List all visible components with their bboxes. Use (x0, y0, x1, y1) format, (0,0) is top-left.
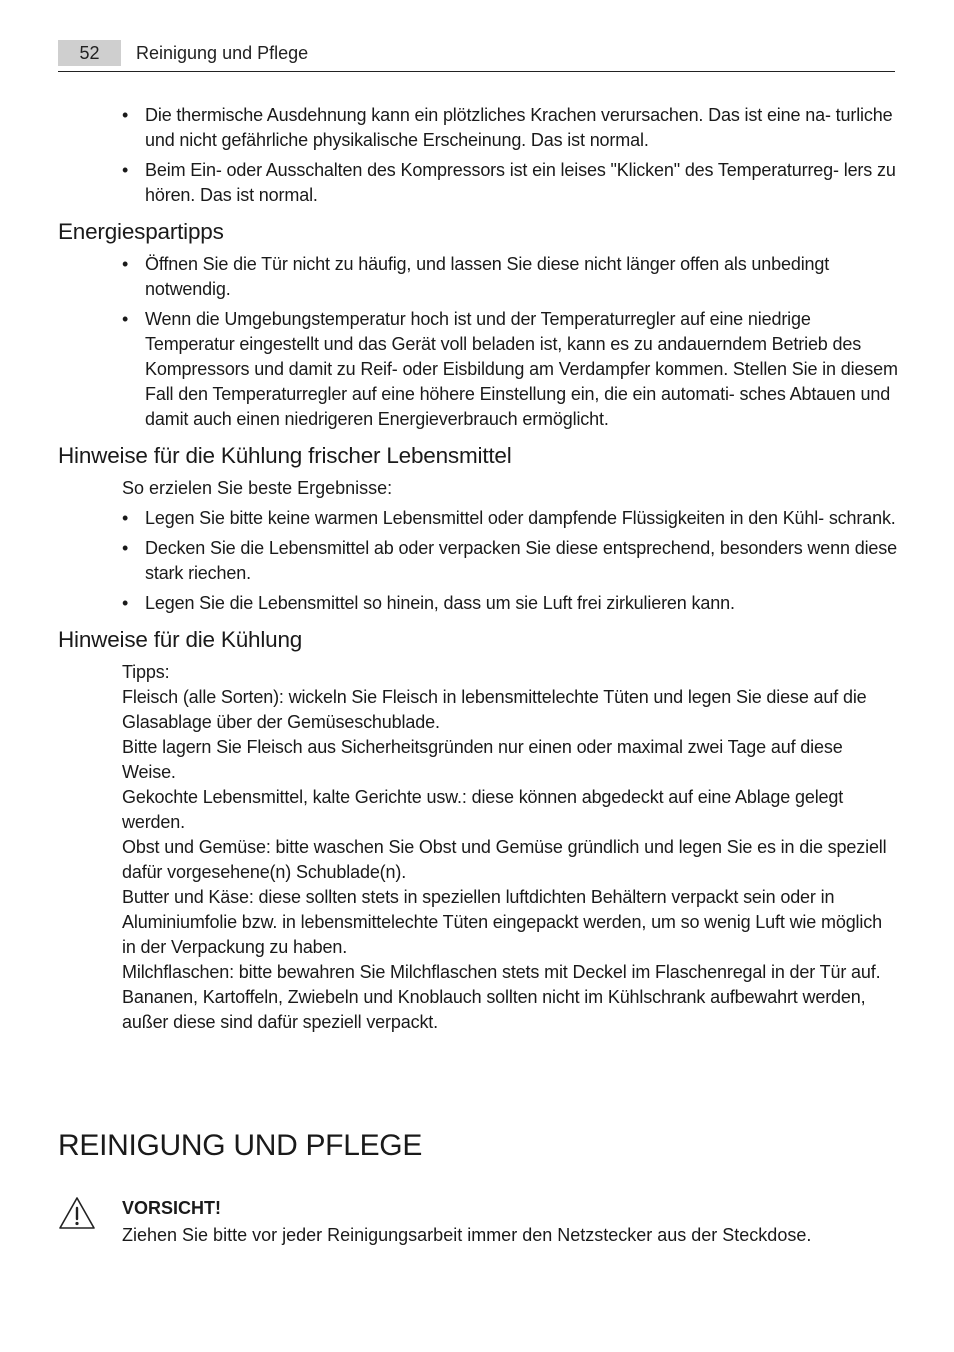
warning-block (58, 1196, 898, 1248)
energy-bullet-list (58, 252, 898, 432)
cooling-tips (122, 660, 898, 1035)
fresh-bullet-list (58, 506, 898, 616)
warning-text: Ziehen Sie bitte vor jeder Reinigungsarbeit immer den Netzstecker aus der Steckdose. (122, 1225, 812, 1245)
bullet-icon: • (122, 309, 129, 329)
fresh-food-heading: Hinweise für die Kühlung frischer Lebensmittel (58, 443, 512, 468)
tip-paragraph: Fleisch (alle Sorten): wickeln Sie Fleisch in lebensmittelechte Tüten und legen Sie diese auf die Glasablage über der Gemüseschublade. (122, 687, 867, 732)
tip-paragraph: Butter und Käse: diese sollten stets in speziellen luftdichten Behältern verpackt sein oder in Aluminiumfolie bzw. in lebensmittelechte Tüten eingepackt werden, um so wenig Luft wie möglich in der Verpackung zu haben. (122, 887, 882, 957)
fresh-intro: So erzielen Sie beste Ergebnisse: (122, 478, 393, 498)
running-section-title: Reinigung und Pflege (136, 43, 309, 63)
tip-paragraph: Bitte lagern Sie Fleisch aus Sicherheitsgründen nur einen oder maximal zwei Tage auf diese Weise. (122, 737, 843, 782)
tip-paragraph: Tipps: (122, 662, 170, 682)
bullet-icon: • (122, 593, 129, 613)
bullet-icon: • (122, 538, 129, 558)
warning-triangle-icon (58, 1196, 96, 1230)
energy-heading: Energiespartipps (58, 219, 224, 244)
list-item: • Öffnen Sie die Tür nicht zu häufig, und lassen Sie diese nicht länger offen als unbedingt notwendig. (122, 254, 830, 299)
bullet-icon: • (122, 105, 129, 125)
top-bullet-list (58, 103, 898, 208)
list-item: • Legen Sie bitte keine warmen Lebensmittel oder dampfende Flüssigkeiten in den Kühl- schrank. (58, 506, 898, 531)
list-item: • Decken Sie die Lebensmittel ab oder verpacken Sie diese entsprechend, besonders wenn diese stark riechen. (122, 538, 897, 583)
list-item: • Die thermische Ausdehnung kann ein plötzliches Krachen verursachen. Das ist eine na- turliche und nicht gefährliche physikalische Erscheinung. Das ist normal. (122, 105, 893, 150)
tip-paragraph: Bananen, Kartoffeln, Zwiebeln und Knoblauch sollten nicht im Kühlschrank aufbewahrt werden, außer diese sind dafür speziell verpackt. (122, 987, 866, 1032)
bullet-icon: • (122, 508, 129, 528)
cooling-heading: Hinweise für die Kühlung (58, 627, 303, 652)
chapter-title: REINIGUNG UND PFLEGE (58, 1129, 423, 1162)
bullet-icon: • (122, 254, 129, 274)
tip-paragraph: Obst und Gemüse: bitte waschen Sie Obst und Gemüse gründlich und legen Sie es in die speziell dafür vorgesehene(n) Schublade(n). (122, 837, 887, 882)
bullet-icon: • (122, 160, 129, 180)
list-item: • Beim Ein- oder Ausschalten des Kompressors ist ein leises "Klicken" des Temperaturreg- lers zu hören. Das ist normal. (122, 160, 896, 205)
list-item: • Wenn die Umgebungstemperatur hoch ist und der Temperaturregler auf eine niedrige Temperatur eingestellt und das Gerät voll beladen ist, kann es zu andauerndem Betrieb des Kompressors und damit zu Reif- oder Eisbildung am Verdampfer kommen. Stellen Sie in diesem Fall den Temperaturregler auf eine höhere Einstellung ein, die ein automati- sches Abtauen und damit auch einen niedrigeren Energieverbrauch ermöglicht. (122, 309, 898, 429)
page-header (58, 40, 895, 72)
tip-paragraph: Milchflaschen: bitte bewahren Sie Milchflaschen stets mit Deckel im Flaschenregal in der Tür auf. (122, 962, 881, 982)
tip-paragraph: Gekochte Lebensmittel, kalte Gerichte usw.: diese können abgedeckt auf eine Ablage gelegt werden. (122, 787, 844, 832)
page-number: 52 (58, 40, 121, 66)
main-content (58, 103, 898, 1035)
warning-title: VORSICHT! (122, 1198, 221, 1218)
list-item: • Legen Sie die Lebensmittel so hinein, dass um sie Luft frei zirkulieren kann. (58, 591, 898, 616)
